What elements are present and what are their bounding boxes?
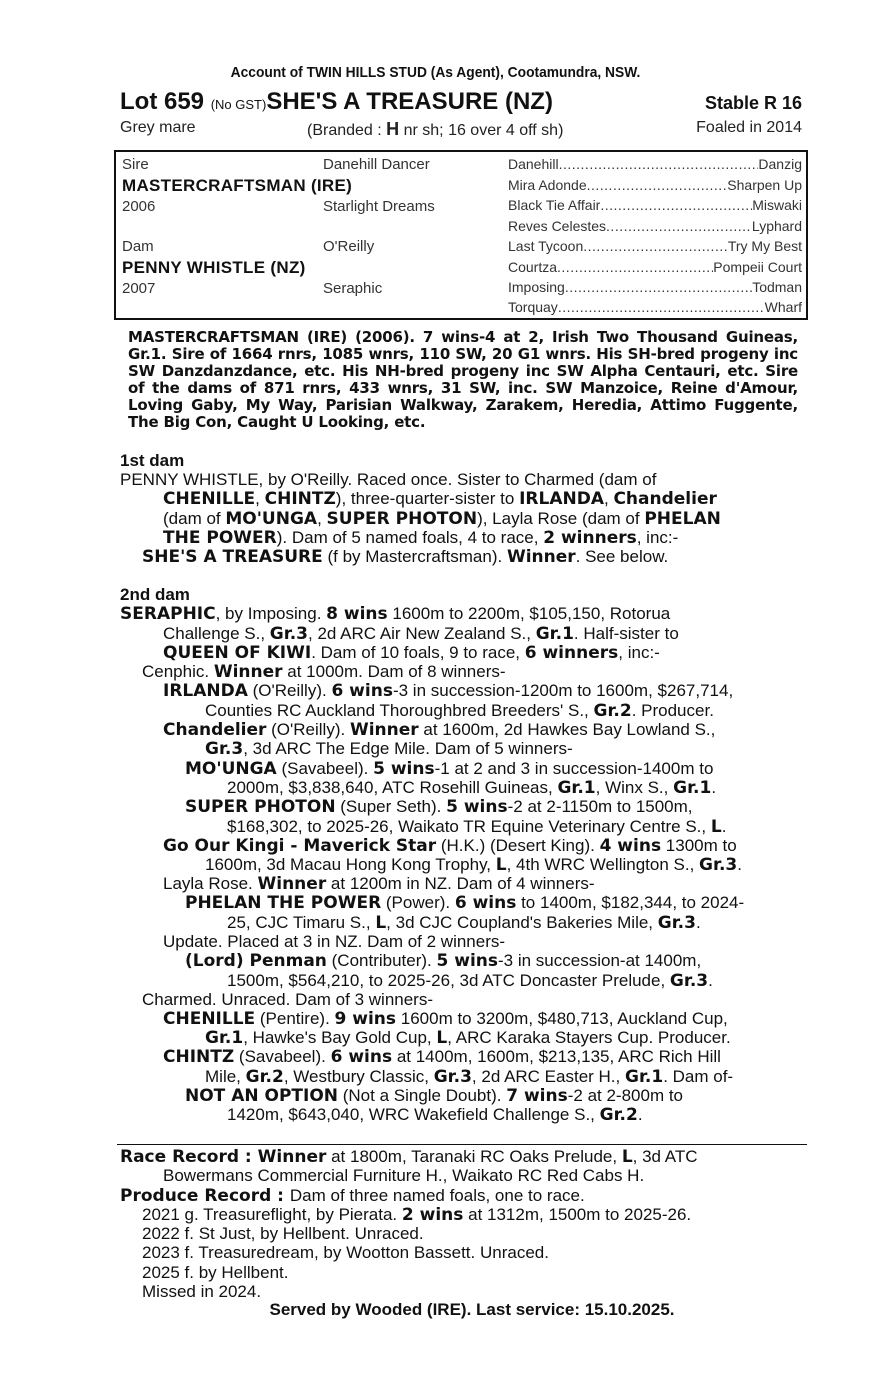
text-run: . [695, 913, 701, 932]
text-run: CHENILLE [163, 1009, 256, 1029]
second-dam-line [142, 662, 506, 682]
leader-dots [600, 197, 752, 213]
text-run: , Winx S., [595, 778, 674, 797]
second-dam-line [227, 1105, 643, 1125]
text-run: at 1200m in NZ. Dam of 4 winners- [326, 874, 595, 893]
first-dam-line: PENNY WHISTLE, by O'Reilly. Raced once. Sister to Charmed (dam of [120, 470, 657, 489]
text-run: Cenphic. [142, 662, 214, 681]
text-run: at 1600m, 2d Hawkes Bay Lowland S., [418, 720, 716, 739]
sire-year: 2006 [122, 198, 156, 215]
text-run: 5 wins [436, 951, 499, 971]
second-dam-line [205, 739, 573, 759]
horse-details [120, 119, 802, 141]
text-run: . Dam of 10 foals, 9 to race, [311, 643, 525, 662]
second-dam-line [163, 624, 679, 644]
text-run: at 1312m, 1500m to 2025-26. [463, 1205, 692, 1224]
text-run: L [436, 1028, 448, 1048]
text-run: 8 wins [326, 604, 388, 624]
horse-name: SHE'S A TREASURE (NZ) [266, 88, 553, 115]
text-run: (Power). [381, 893, 455, 912]
produce-item: 2023 f. Treasuredream, by Wootton Bassett. Unraced. [142, 1243, 549, 1262]
text-run: . [637, 1105, 643, 1124]
dam-label: Dam [122, 238, 154, 255]
text-run: $168,302, to 2025-26, Waikato TR Equine Veterinary Centre S., [227, 817, 711, 836]
text-run: , 2d ARC Air New Zealand S., [308, 624, 536, 643]
text-run: (H.K.) (Desert King). [436, 836, 600, 855]
text-run: 9 wins [334, 1009, 397, 1029]
text-run: (Lord) Penman [185, 951, 327, 971]
text-run: SUPER PHOTON [185, 797, 336, 817]
text-run: Chandelier [613, 489, 717, 509]
text-run: 25, CJC Timaru S., [227, 913, 376, 932]
produce-item: 2025 f. by Hellbent. [142, 1263, 289, 1282]
grandsire-row: Black Tie Affair ..... Miswaki [508, 197, 802, 213]
text-run: Chandelier [163, 720, 267, 740]
text-run: Go Our Kingi - Maverick Star [163, 836, 437, 856]
text-run: Gr.1 [624, 1067, 664, 1087]
text-run: MO'UNGA [225, 509, 318, 529]
second-dam-line [120, 604, 670, 624]
pedigree-table [114, 150, 808, 320]
text-run: , 2d ARC Easter H., [471, 1067, 625, 1086]
produce-item: Missed in 2024. [142, 1282, 262, 1301]
text-run: -3 in succession-1200m to 1600m, $267,714, [392, 681, 734, 700]
second-dam-line [163, 643, 660, 663]
text-run: MO'UNGA [185, 759, 277, 779]
second-dam-line: Update. Placed at 3 in NZ. Dam of 2 winners- [163, 932, 506, 951]
first-dam-line [163, 528, 678, 548]
text-run: , [255, 489, 265, 508]
stable-number: Stable R 16 [704, 93, 802, 113]
text-run: 1500m, $564,210, to 2025-26, 3d ATC Doncaster Prelude, [227, 971, 670, 990]
first-dam-heading: 1st dam [120, 451, 185, 470]
text-run: Gr.3 [433, 1067, 472, 1087]
text-run: at 1000m. Dam of 8 winners- [282, 662, 506, 681]
second-dam-line [163, 836, 737, 856]
text-run: at 1800m, Taranaki RC Oaks Prelude, [326, 1147, 622, 1166]
text-run: , 3d CJC Coupland's Bakeries Mile, [386, 913, 658, 932]
text-run: L [375, 913, 387, 933]
text-run: Winner [213, 662, 283, 682]
text-run: , by Imposing. [215, 604, 327, 623]
text-run: PHELAN THE POWER [185, 893, 382, 913]
text-run: at 1400m, 1600m, $213,135, ARC Rich Hill [392, 1047, 721, 1066]
second-dam-line [163, 1047, 721, 1067]
text-run: Gr.3 [269, 624, 308, 644]
text-run: (Savabeel). [276, 759, 374, 778]
text-run: 6 wins [330, 1047, 393, 1067]
horse-sex: Grey mare [120, 119, 196, 136]
race-record [120, 1147, 698, 1167]
lot-number: Lot 659 [120, 88, 205, 115]
section-divider [117, 1144, 807, 1145]
text-run: 1600m to 2200m, $105,150, Rotorua [387, 604, 671, 623]
text-run: . Half-sister to [573, 624, 679, 643]
text-run: Mile, [205, 1067, 246, 1086]
text-run: Race Record : [120, 1147, 258, 1167]
text-run: 1600m, 3d Macau Hong Kong Trophy, [205, 855, 496, 874]
grandsire-row: Reves Celestes ..... Lyphard [508, 218, 802, 234]
second-dam-line [227, 817, 726, 837]
leader-dots [606, 218, 752, 234]
leader-dots [565, 279, 752, 295]
text-run: CHENILLE [163, 489, 256, 509]
text-run: , ARC Karaka Stayers Cup. Producer. [447, 1028, 731, 1047]
text-run: THE POWER [163, 528, 277, 548]
vendor-account: Account of TWIN HILLS STUD (As Agent), Cootamundra, NSW. [230, 64, 641, 81]
second-dam-line [185, 893, 744, 913]
produce-item [142, 1205, 691, 1225]
text-run: Gr.1 [535, 624, 574, 644]
text-run: 6 wins [331, 681, 393, 701]
second-dam-line [185, 1086, 683, 1106]
lot-line [120, 88, 802, 118]
text-run: -2 at 2-1150m to 1500m, [507, 797, 693, 816]
text-run: 5 wins [446, 797, 508, 817]
leader-dots [559, 156, 759, 172]
text-run: (Savabeel). [234, 1047, 331, 1066]
dam-dam: Seraphic [323, 280, 383, 297]
text-run: 7 wins [506, 1086, 568, 1106]
leader-dots [557, 259, 713, 275]
leader-dots [587, 177, 728, 193]
text-run: Gr.2 [593, 701, 632, 721]
text-run: 2000m, $3,838,640, ATC Rosehill Guineas, [227, 778, 558, 797]
second-dam-line [205, 1067, 733, 1087]
grandsire-row: Last Tycoon ..... Try My Best [508, 238, 802, 254]
text-run: . Dam of- [663, 1067, 734, 1086]
text-run: L [621, 1147, 633, 1167]
text-run: Winner [257, 874, 327, 894]
text-run: Gr.2 [599, 1105, 638, 1125]
first-dam-line [163, 489, 717, 509]
text-run: , inc:- [636, 528, 679, 547]
dam-sire: O'Reilly [323, 238, 375, 255]
text-run: , Hawke's Bay Gold Cup, [243, 1028, 437, 1047]
text-run: IRLANDA [519, 489, 604, 509]
text-run: , [603, 489, 614, 508]
grandsire-row: Danehill ..... Danzig [508, 156, 802, 172]
text-run: Gr.1 [557, 778, 596, 798]
text-run: Layla Rose. [163, 874, 258, 893]
text-run: , 3d ARC The Edge Mile. Dam of 5 winners- [243, 739, 573, 758]
dam-year: 2007 [122, 280, 156, 297]
text-run: PHELAN [644, 509, 721, 529]
sire-dam: Starlight Dreams [323, 198, 435, 215]
sire-sire: Danehill Dancer [323, 156, 430, 173]
text-run: 1300m to [661, 836, 737, 855]
text-run: Gr.3 [657, 913, 696, 933]
text-run: 5 wins [373, 759, 435, 779]
text-run: NOT AN OPTION [185, 1086, 339, 1106]
second-dam-line: Charmed. Unraced. Dam of 3 winners- [142, 990, 434, 1009]
text-run: Gr.3 [205, 739, 244, 759]
text-run: . [721, 817, 727, 836]
text-run: 2 wins [401, 1205, 464, 1225]
text-run: (dam of [163, 509, 226, 528]
text-run: 1600m to 3200m, $480,713, Auckland Cup, [396, 1009, 728, 1028]
text-run: (Super Seth). [335, 797, 447, 816]
grandsire-row: Imposing ..... Todman [508, 279, 802, 295]
text-run: . [711, 778, 717, 797]
second-dam-line [185, 951, 701, 971]
grandsire-row: Mira Adonde ..... Sharpen Up [508, 177, 802, 193]
text-run: SHE'S A TREASURE [142, 547, 323, 567]
text-run: Counties RC Auckland Thoroughbred Breeders' S., [205, 701, 594, 720]
text-run: -2 at 2-800m to [567, 1086, 684, 1105]
text-run: (O'Reilly). [266, 720, 350, 739]
brand-description: (Branded : H nr sh; 16 over 4 off sh) [307, 119, 564, 139]
first-dam-line [163, 509, 721, 529]
text-run: (O'Reilly). [247, 681, 332, 700]
text-run: . [708, 971, 713, 990]
text-run: ). Dam of 5 named foals, 4 to race, [276, 528, 544, 547]
text-run: SUPER PHOTON [326, 509, 478, 529]
second-dam-line [227, 913, 701, 933]
gst-note: (No GST) [210, 97, 267, 112]
text-run: Gr.1 [673, 778, 712, 798]
text-run: (Pentire). [255, 1009, 335, 1028]
text-run: Produce Record : [120, 1186, 290, 1206]
text-run: , inc:- [618, 643, 660, 662]
text-run: 1420m, $643,040, WRC Wakefield Challenge S., [227, 1105, 600, 1124]
text-run: Gr.1 [205, 1028, 244, 1048]
text-run: CHINTZ [163, 1047, 235, 1067]
second-dam-line [185, 759, 713, 779]
served-by: Served by Wooded (IRE). Last service: 15.10.2025. [269, 1300, 675, 1319]
sire-label: Sire [122, 156, 149, 173]
text-run: 2021 g. Treasureflight, by Pierata. [142, 1205, 402, 1224]
grandsire-row: Courtza ..... Pompeii Court [508, 259, 802, 275]
second-dam-line [227, 971, 713, 991]
text-run: 2 winners [543, 528, 637, 548]
text-run: IRLANDA [163, 681, 248, 701]
text-run: 6 wins [454, 893, 517, 913]
second-dam-line [227, 778, 716, 798]
text-run: , 4th WRC Wellington S., [506, 855, 700, 874]
text-run: , Westbury Classic, [283, 1067, 434, 1086]
text-run: Gr.3 [669, 971, 709, 991]
text-run: SERAPHIC [120, 604, 216, 624]
second-dam-line [163, 720, 715, 740]
text-run: 6 winners [524, 643, 619, 663]
text-run: -3 in succession-at 1400m, [498, 951, 702, 970]
grandsire-row: Torquay ..... Wharf [508, 299, 802, 315]
text-run: -1 at 2 and 3 in succession-1400m to [434, 759, 714, 778]
text-run: 4 wins [599, 836, 662, 856]
foaled-year: Foaled in 2014 [696, 119, 802, 136]
produce-record [120, 1186, 585, 1206]
text-run: , [317, 509, 327, 528]
second-dam-line [205, 855, 742, 875]
text-run: L [710, 817, 722, 837]
leader-dots [558, 299, 765, 315]
text-run: (Contributer). [326, 951, 437, 970]
text-run: Gr.2 [245, 1067, 284, 1087]
sire-name: MASTERCRAFTSMAN (IRE) [122, 176, 353, 195]
text-run: . Producer. [631, 701, 714, 720]
produce-item: 2022 f. St Just, by Hellbent. Unraced. [142, 1224, 424, 1243]
second-dam-line [185, 797, 693, 817]
text-run: Winner [257, 1147, 327, 1167]
text-run: Challenge S., [163, 624, 270, 643]
text-run: (f by Mastercraftsman). [322, 547, 507, 566]
second-dam-line [163, 874, 595, 894]
text-run: ), three-quarter-sister to [335, 489, 520, 508]
text-run: L [495, 855, 507, 875]
brand-mark: H [386, 119, 400, 139]
dam-name: PENNY WHISTLE (NZ) [122, 258, 306, 277]
first-dam-line [142, 547, 668, 567]
second-dam-heading: 2nd dam [120, 585, 190, 604]
text-run: , 3d ATC [632, 1147, 698, 1166]
second-dam-line [163, 681, 733, 701]
text-run: . See below. [575, 547, 669, 566]
text-run: Winner [349, 720, 419, 740]
text-run: to 1400m, $182,344, to 2024- [516, 893, 745, 912]
text-run: ), Layla Rose (dam of [477, 509, 645, 528]
text-run: . [737, 855, 742, 874]
text-run: QUEEN OF KIWI [163, 643, 312, 663]
leader-dots [583, 238, 728, 254]
text-run: CHINTZ [264, 489, 336, 509]
text-run: Dam of three named foals, one to race. [289, 1186, 585, 1205]
text-run: (Not a Single Doubt). [338, 1086, 507, 1105]
text-run: Winner [506, 547, 576, 567]
second-dam-line [205, 701, 714, 721]
race-record: Bowermans Commercial Furniture H., Waikato RC Red Cabs H. [163, 1166, 645, 1185]
second-dam-line [163, 1009, 728, 1029]
sire-summary: MASTERCRAFTSMAN (IRE) (2006). 7 wins-4 at 2, Irish Two Thousand Guineas, Gr.1. Sire of 1664 rnrs, 1085 wnrs, 110 SW, 20 G1 wnrs. His SH-bred progeny inc SW Danzdanzdance, etc. His NH-bred progeny inc SW Alpha Centauri, etc. Sire of the dams of 871 rnrs, 433 wnrs, 31 SW, inc. SW Manzoice, Reine d'Amour, Loving Gaby, My Way, Parisian Walkway, Zarakem, Heredia, Attimo Fuggente, The Big Con, Caught U Looking, etc. [128, 328, 798, 431]
text-run: Gr.3 [699, 855, 738, 875]
second-dam-line [205, 1028, 731, 1048]
